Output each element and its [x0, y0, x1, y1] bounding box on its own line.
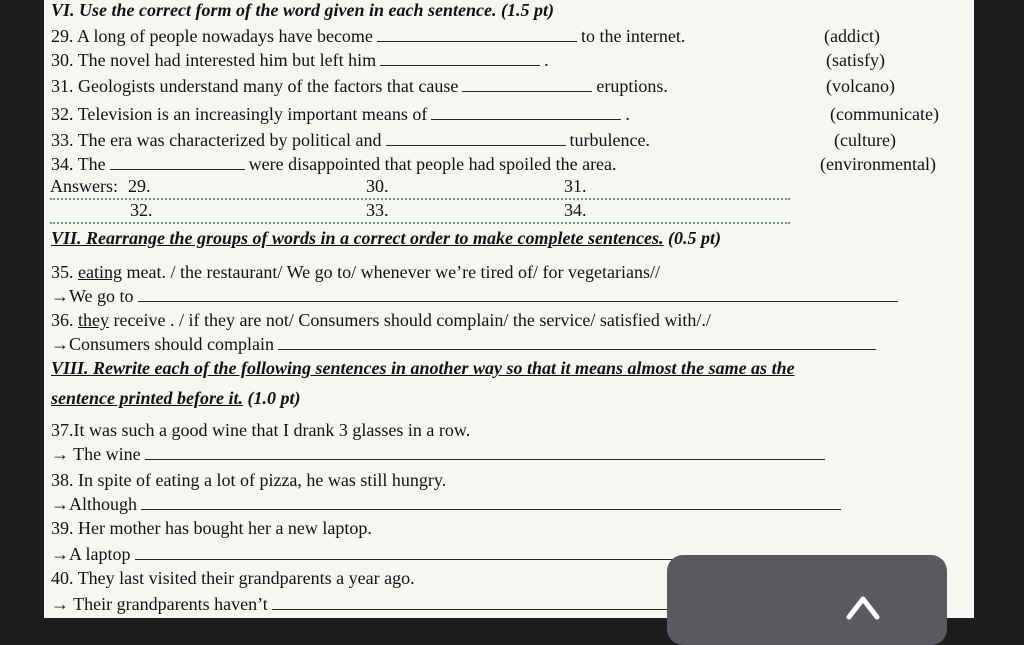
item-number: 29. [51, 26, 74, 46]
item-38 [51, 470, 446, 490]
answer-line[interactable] [138, 287, 898, 302]
item-number: 37. [51, 420, 74, 440]
item-text: Geologists understand many of the factors that cause [78, 76, 459, 96]
item-underlined-word: they [78, 310, 109, 330]
word-hint: (communicate) [830, 104, 939, 124]
item-32 [51, 104, 630, 124]
answer-line[interactable] [141, 495, 841, 510]
answer-line[interactable] [145, 445, 825, 460]
item-text: meat. / the restaurant/ We go to/ whenever we’re tired of/ for vegetarians// [121, 262, 660, 282]
item-number: 31. [51, 76, 74, 96]
answer-prompt: →We go to [51, 286, 134, 306]
item-40 [51, 568, 415, 588]
word-hint: (culture) [834, 130, 896, 150]
answers-label: Answers: [50, 176, 118, 196]
answer-prompt: → The wine [51, 444, 141, 464]
answer-prompt: → Their grandparents haven’t [51, 594, 268, 614]
item-number: 36. [51, 310, 74, 330]
answer-prompt: →Although [51, 494, 138, 514]
answers-row-2 [50, 202, 790, 224]
item-30 [51, 50, 549, 70]
section-6-title: VI. Use the correct form of the word given in each sentence [51, 0, 492, 20]
item-29 [51, 26, 685, 46]
item-text: receive . / if they are not/ Consumers should complain/ the service/ satisfied with/./ [109, 310, 711, 330]
item-text: Her mother has bought her a new laptop. [78, 518, 372, 538]
item-number: 33. [51, 130, 74, 150]
answer-blank[interactable] [380, 51, 540, 66]
item-number: 32. [51, 104, 74, 124]
chevron-up-icon[interactable] [843, 591, 883, 621]
item-37-answer [51, 444, 829, 464]
item-number: 38. [51, 470, 74, 490]
worksheet-page [44, 0, 974, 618]
item-text-after: were disappointed that people had spoiled the area. [248, 154, 617, 174]
item-underlined-word: eating [78, 262, 122, 282]
answer-number: 34. [564, 200, 587, 220]
item-36 [51, 310, 711, 330]
item-39 [51, 518, 372, 538]
overlay-card[interactable] [667, 555, 947, 645]
item-35-answer [51, 286, 902, 306]
section-6-points: . (1.5 pt) [491, 0, 554, 20]
word-hint: (satisfy) [826, 50, 885, 70]
item-text: The novel had interested him but left him [77, 50, 377, 70]
item-31 [51, 76, 668, 96]
answer-number: 31. [564, 176, 587, 196]
item-text: The [77, 154, 106, 174]
item-33 [51, 130, 650, 150]
item-38-answer [51, 494, 845, 514]
item-text: In spite of eating a lot of pizza, he was still hungry. [78, 470, 447, 490]
word-hint: (volcano) [826, 76, 895, 96]
item-text-after: . [625, 104, 630, 124]
item-text: The era was characterized by political and [77, 130, 382, 150]
section-8-points: (1.0 pt) [247, 388, 301, 408]
item-37 [51, 420, 470, 440]
item-number: 40. [51, 568, 74, 588]
item-36-answer [51, 334, 880, 354]
answer-number: 33. [366, 200, 389, 220]
answer-blank[interactable] [110, 155, 245, 170]
answer-blank[interactable] [462, 77, 592, 92]
answer-number: 30. [366, 176, 389, 196]
answer-prompt: →Consumers should complain [51, 334, 274, 354]
answer-blank[interactable] [377, 27, 577, 42]
item-number: 39. [51, 518, 74, 538]
item-text: They last visited their grandparents a year ago. [77, 568, 415, 588]
section-7-heading [51, 228, 721, 248]
section-8-title-line2: sentence printed before it. [51, 388, 243, 408]
answers-row-1 [50, 178, 790, 200]
answer-line[interactable] [278, 335, 876, 350]
item-text-after: eruptions. [596, 76, 668, 96]
section-8-heading-2 [51, 388, 300, 408]
word-hint: (addict) [824, 26, 880, 46]
item-text-after: . [544, 50, 549, 70]
item-text: Television is an increasingly important means of [77, 104, 428, 124]
section-8-heading [51, 358, 795, 378]
item-35 [51, 262, 660, 282]
item-number: 30. [51, 50, 74, 70]
answer-blank[interactable] [431, 105, 621, 120]
word-hint: (environmental) [820, 154, 936, 174]
item-number: 35. [51, 262, 74, 282]
item-text: A long of people nowadays have become [77, 26, 373, 46]
answer-blank[interactable] [386, 131, 566, 146]
section-7-title: VII. Rearrange the groups of words in a correct order to make complete sentences. [51, 228, 664, 248]
section-7-points: (0.5 pt) [668, 228, 721, 248]
answer-prompt: →A laptop [51, 544, 131, 564]
item-text-after: turbulence. [569, 130, 650, 150]
answer-number: 29. [128, 176, 151, 196]
answer-number: 32. [130, 200, 153, 220]
item-34 [51, 154, 617, 174]
item-number: 34. [51, 154, 74, 174]
section-6-heading [51, 0, 554, 20]
item-text-after: to the internet. [580, 26, 686, 46]
section-8-title-line1: VIII. Rewrite each of the following sentences in another way so that it means almost the same as the [51, 358, 795, 378]
item-text: It was such a good wine that I drank 3 glasses in a row. [73, 420, 471, 440]
